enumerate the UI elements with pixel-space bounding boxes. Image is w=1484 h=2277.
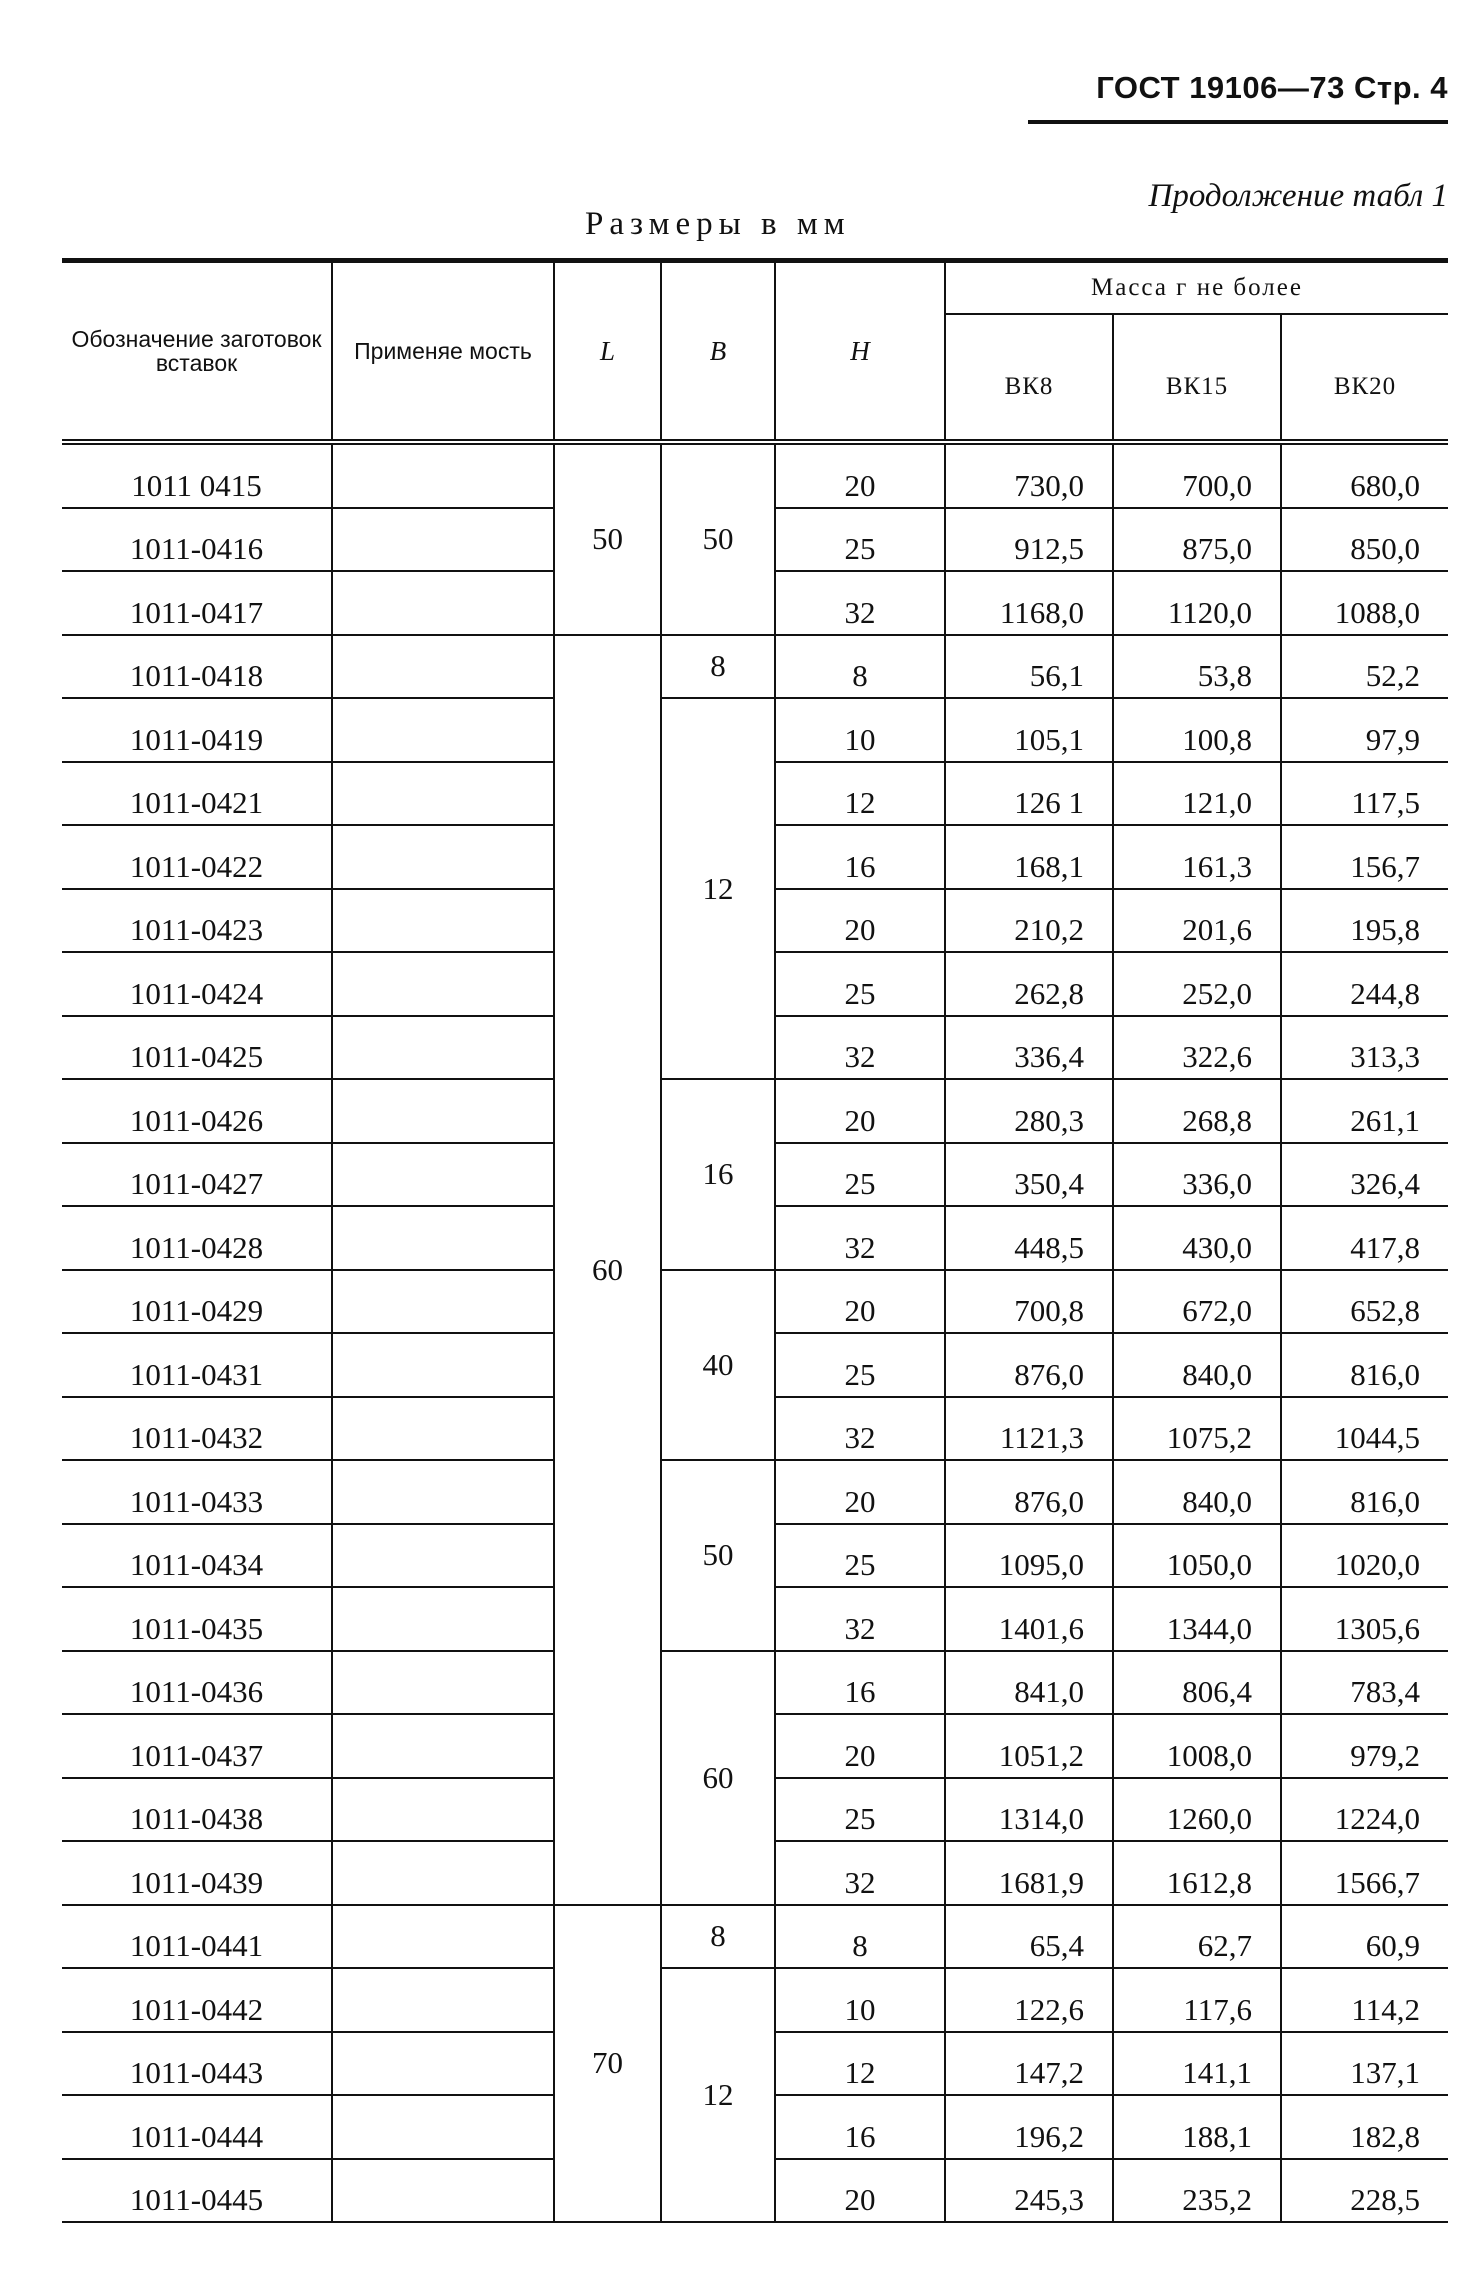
mass-vk15-cell: 188,1 [1113, 2095, 1281, 2159]
mass-vk8-cell: 280,3 [945, 1079, 1113, 1143]
table-row [62, 1968, 1448, 2032]
header-applicability: Применяе мость [332, 261, 554, 443]
mass-vk8-cell: 147,2 [945, 2032, 1113, 2096]
h-value-cell: 32 [775, 1397, 945, 1461]
applicability-cell [332, 1651, 554, 1715]
mass-vk8-cell: 350,4 [945, 1143, 1113, 1207]
h-value-cell: 20 [775, 1714, 945, 1778]
mass-vk15-cell: 100,8 [1113, 698, 1281, 762]
designation-cell: 1011-0426 [62, 1079, 332, 1143]
designation-cell: 1011-0437 [62, 1714, 332, 1778]
h-value-cell: 25 [775, 1143, 945, 1207]
h-value-cell: 12 [775, 762, 945, 826]
header-mass-group: Масса г не более [945, 261, 1448, 315]
mass-vk8-cell: 1401,6 [945, 1587, 1113, 1651]
mass-vk20-cell: 652,8 [1281, 1270, 1448, 1334]
b-value-cell: 40 [661, 1270, 775, 1461]
mass-vk20-cell: 326,4 [1281, 1143, 1448, 1207]
table-row [62, 1651, 1448, 1715]
designation-cell: 1011-0434 [62, 1524, 332, 1588]
b-value-cell: 8 [661, 635, 775, 699]
mass-vk20-cell: 1044,5 [1281, 1397, 1448, 1461]
applicability-cell [332, 442, 554, 508]
applicability-cell [332, 1587, 554, 1651]
designation-cell: 1011-0441 [62, 1905, 332, 1969]
b-value-cell: 8 [661, 1905, 775, 1969]
l-value-cell: 70 [554, 1905, 661, 2223]
table-header [62, 261, 1448, 443]
designation-cell: 1011-0427 [62, 1143, 332, 1207]
mass-vk20-cell: 850,0 [1281, 508, 1448, 572]
h-value-cell: 20 [775, 1270, 945, 1334]
applicability-cell [332, 1905, 554, 1969]
h-value-cell: 10 [775, 698, 945, 762]
applicability-cell [332, 571, 554, 635]
mass-vk20-cell: 261,1 [1281, 1079, 1448, 1143]
l-value-cell: 50 [554, 442, 661, 635]
h-value-cell: 25 [775, 508, 945, 572]
mass-vk15-cell: 62,7 [1113, 1905, 1281, 1969]
h-value-cell: 20 [775, 1079, 945, 1143]
mass-vk20-cell: 114,2 [1281, 1968, 1448, 2032]
applicability-cell [332, 2032, 554, 2096]
mass-vk8-cell: 245,3 [945, 2159, 1113, 2223]
mass-vk15-cell: 121,0 [1113, 762, 1281, 826]
designation-cell: 1011-0438 [62, 1778, 332, 1842]
b-value-cell: 50 [661, 1460, 775, 1651]
b-value-cell: 50 [661, 442, 775, 635]
h-value-cell: 25 [775, 952, 945, 1016]
mass-vk15-cell: 117,6 [1113, 1968, 1281, 2032]
applicability-cell [332, 1968, 554, 2032]
h-value-cell: 20 [775, 2159, 945, 2223]
b-value-cell: 60 [661, 1651, 775, 1905]
table-row [62, 1079, 1448, 1143]
table-body [62, 442, 1448, 2222]
mass-vk15-cell: 1344,0 [1113, 1587, 1281, 1651]
applicability-cell [332, 1841, 554, 1905]
mass-vk8-cell: 56,1 [945, 635, 1113, 699]
mass-vk15-cell: 1050,0 [1113, 1524, 1281, 1588]
mass-vk8-cell: 122,6 [945, 1968, 1113, 2032]
applicability-cell [332, 1460, 554, 1524]
mass-vk8-cell: 126 1 [945, 762, 1113, 826]
applicability-cell [332, 1206, 554, 1270]
mass-vk8-cell: 105,1 [945, 698, 1113, 762]
applicability-cell [332, 1778, 554, 1842]
mass-vk20-cell: 783,4 [1281, 1651, 1448, 1715]
designation-cell: 1011-0421 [62, 762, 332, 826]
designation-cell: 1011-0435 [62, 1587, 332, 1651]
mass-vk20-cell: 680,0 [1281, 442, 1448, 508]
mass-vk15-cell: 322,6 [1113, 1016, 1281, 1080]
h-value-cell: 25 [775, 1778, 945, 1842]
applicability-cell [332, 1270, 554, 1334]
mass-vk20-cell: 182,8 [1281, 2095, 1448, 2159]
mass-vk15-cell: 1120,0 [1113, 571, 1281, 635]
applicability-cell [332, 1079, 554, 1143]
applicability-cell [332, 2159, 554, 2223]
applicability-cell [332, 698, 554, 762]
mass-vk15-cell: 336,0 [1113, 1143, 1281, 1207]
applicability-cell [332, 952, 554, 1016]
designation-cell: 1011-0428 [62, 1206, 332, 1270]
mass-vk15-cell: 1612,8 [1113, 1841, 1281, 1905]
applicability-cell [332, 1397, 554, 1461]
page-number: Стр. 4 [1354, 70, 1448, 105]
mass-vk20-cell: 244,8 [1281, 952, 1448, 1016]
applicability-cell [332, 1524, 554, 1588]
designation-cell: 1011-0424 [62, 952, 332, 1016]
designation-cell: 1011-0439 [62, 1841, 332, 1905]
designation-cell: 1011-0423 [62, 889, 332, 953]
mass-vk8-cell: 1095,0 [945, 1524, 1113, 1588]
mass-vk20-cell: 195,8 [1281, 889, 1448, 953]
standard-number: ГОСТ 19106—73 [1096, 70, 1345, 105]
mass-vk8-cell: 1051,2 [945, 1714, 1113, 1778]
h-value-cell: 20 [775, 442, 945, 508]
applicability-cell [332, 1016, 554, 1080]
table-row [62, 1270, 1448, 1334]
designation-cell: 1011-0442 [62, 1968, 332, 2032]
mass-vk20-cell: 417,8 [1281, 1206, 1448, 1270]
mass-vk8-cell: 730,0 [945, 442, 1113, 508]
header-grade-vk8: ВК8 [945, 314, 1113, 442]
table-row [62, 698, 1448, 762]
mass-vk15-cell: 252,0 [1113, 952, 1281, 1016]
l-value-cell: 60 [554, 635, 661, 1905]
table-row [62, 442, 1448, 508]
applicability-cell [332, 635, 554, 699]
h-value-cell: 8 [775, 1905, 945, 1969]
mass-vk20-cell: 1224,0 [1281, 1778, 1448, 1842]
mass-vk8-cell: 168,1 [945, 825, 1113, 889]
h-value-cell: 25 [775, 1524, 945, 1588]
mass-vk20-cell: 1566,7 [1281, 1841, 1448, 1905]
mass-vk8-cell: 1681,9 [945, 1841, 1113, 1905]
designation-cell: 1011-0422 [62, 825, 332, 889]
h-value-cell: 32 [775, 1016, 945, 1080]
applicability-cell [332, 1333, 554, 1397]
mass-vk15-cell: 1260,0 [1113, 1778, 1281, 1842]
mass-vk8-cell: 210,2 [945, 889, 1113, 953]
mass-vk15-cell: 875,0 [1113, 508, 1281, 572]
mass-vk8-cell: 876,0 [945, 1333, 1113, 1397]
designation-cell: 1011-0431 [62, 1333, 332, 1397]
designation-cell: 1011-0444 [62, 2095, 332, 2159]
table-row [62, 1905, 1448, 1969]
header-designation: Обозначение заготовок вставок [71, 326, 322, 376]
mass-vk8-cell: 1168,0 [945, 571, 1113, 635]
header-rule [1028, 120, 1448, 124]
h-value-cell: 16 [775, 2095, 945, 2159]
applicability-cell [332, 889, 554, 953]
designation-cell: 1011-0418 [62, 635, 332, 699]
designation-cell: 1011-0443 [62, 2032, 332, 2096]
mass-vk8-cell: 876,0 [945, 1460, 1113, 1524]
mass-vk8-cell: 196,2 [945, 2095, 1113, 2159]
mass-vk8-cell: 262,8 [945, 952, 1113, 1016]
mass-vk20-cell: 137,1 [1281, 2032, 1448, 2096]
mass-vk8-cell: 841,0 [945, 1651, 1113, 1715]
designation-cell: 1011-0419 [62, 698, 332, 762]
mass-vk15-cell: 53,8 [1113, 635, 1281, 699]
mass-vk15-cell: 806,4 [1113, 1651, 1281, 1715]
mass-vk15-cell: 161,3 [1113, 825, 1281, 889]
mass-vk20-cell: 60,9 [1281, 1905, 1448, 1969]
h-value-cell: 8 [775, 635, 945, 699]
table-row [62, 635, 1448, 699]
mass-vk15-cell: 700,0 [1113, 442, 1281, 508]
applicability-cell [332, 762, 554, 826]
applicability-cell [332, 508, 554, 572]
h-value-cell: 32 [775, 571, 945, 635]
table-continuation-note: Продолжение табл 1 [1148, 178, 1448, 214]
designation-cell: 1011 0415 [62, 442, 332, 508]
mass-vk20-cell: 816,0 [1281, 1460, 1448, 1524]
designation-cell: 1011-0417 [62, 571, 332, 635]
b-value-cell: 16 [661, 1079, 775, 1270]
h-value-cell: 10 [775, 1968, 945, 2032]
designation-cell: 1011-0416 [62, 508, 332, 572]
mass-vk20-cell: 1088,0 [1281, 571, 1448, 635]
mass-vk15-cell: 430,0 [1113, 1206, 1281, 1270]
designation-cell: 1011-0433 [62, 1460, 332, 1524]
header-b: B [661, 261, 775, 443]
mass-vk20-cell: 313,3 [1281, 1016, 1448, 1080]
h-value-cell: 32 [775, 1206, 945, 1270]
header-h: H [775, 261, 945, 443]
mass-vk8-cell: 1314,0 [945, 1778, 1113, 1842]
designation-cell: 1011-0436 [62, 1651, 332, 1715]
table-row [62, 1460, 1448, 1524]
mass-vk20-cell: 156,7 [1281, 825, 1448, 889]
mass-vk8-cell: 336,4 [945, 1016, 1113, 1080]
mass-vk20-cell: 1020,0 [1281, 1524, 1448, 1588]
mass-vk15-cell: 672,0 [1113, 1270, 1281, 1334]
mass-vk8-cell: 65,4 [945, 1905, 1113, 1969]
applicability-cell [332, 1714, 554, 1778]
designation-cell: 1011-0425 [62, 1016, 332, 1080]
mass-vk15-cell: 235,2 [1113, 2159, 1281, 2223]
mass-vk20-cell: 979,2 [1281, 1714, 1448, 1778]
applicability-cell [332, 825, 554, 889]
header-grade-vk15: ВК15 [1113, 314, 1281, 442]
mass-vk15-cell: 268,8 [1113, 1079, 1281, 1143]
mass-vk15-cell: 840,0 [1113, 1333, 1281, 1397]
mass-vk8-cell: 1121,3 [945, 1397, 1113, 1461]
mass-vk15-cell: 201,6 [1113, 889, 1281, 953]
h-value-cell: 32 [775, 1587, 945, 1651]
designation-cell: 1011-0445 [62, 2159, 332, 2223]
header-grade-vk20: ВК20 [1281, 314, 1448, 442]
dimensions-mass-table [62, 258, 1448, 2223]
h-value-cell: 25 [775, 1333, 945, 1397]
designation-cell: 1011-0429 [62, 1270, 332, 1334]
mass-vk20-cell: 117,5 [1281, 762, 1448, 826]
mass-vk20-cell: 816,0 [1281, 1333, 1448, 1397]
h-value-cell: 20 [775, 1460, 945, 1524]
h-value-cell: 20 [775, 889, 945, 953]
applicability-cell [332, 2095, 554, 2159]
b-value-cell: 12 [661, 1968, 775, 2222]
applicability-cell [332, 1143, 554, 1207]
designation-cell: 1011-0432 [62, 1397, 332, 1461]
h-value-cell: 32 [775, 1841, 945, 1905]
mass-vk15-cell: 840,0 [1113, 1460, 1281, 1524]
mass-vk15-cell: 1008,0 [1113, 1714, 1281, 1778]
h-value-cell: 12 [775, 2032, 945, 2096]
header-l: L [554, 261, 661, 443]
mass-vk8-cell: 912,5 [945, 508, 1113, 572]
mass-vk8-cell: 448,5 [945, 1206, 1113, 1270]
mass-vk15-cell: 141,1 [1113, 2032, 1281, 2096]
h-value-cell: 16 [775, 1651, 945, 1715]
page-header [1096, 70, 1448, 106]
mass-vk20-cell: 97,9 [1281, 698, 1448, 762]
mass-vk8-cell: 700,8 [945, 1270, 1113, 1334]
h-value-cell: 16 [775, 825, 945, 889]
table-container [62, 258, 1448, 2223]
b-value-cell: 12 [661, 698, 775, 1079]
mass-vk20-cell: 228,5 [1281, 2159, 1448, 2223]
mass-vk20-cell: 1305,6 [1281, 1587, 1448, 1651]
mass-vk15-cell: 1075,2 [1113, 1397, 1281, 1461]
dimensions-caption: Размеры в мм [585, 206, 851, 242]
mass-vk20-cell: 52,2 [1281, 635, 1448, 699]
